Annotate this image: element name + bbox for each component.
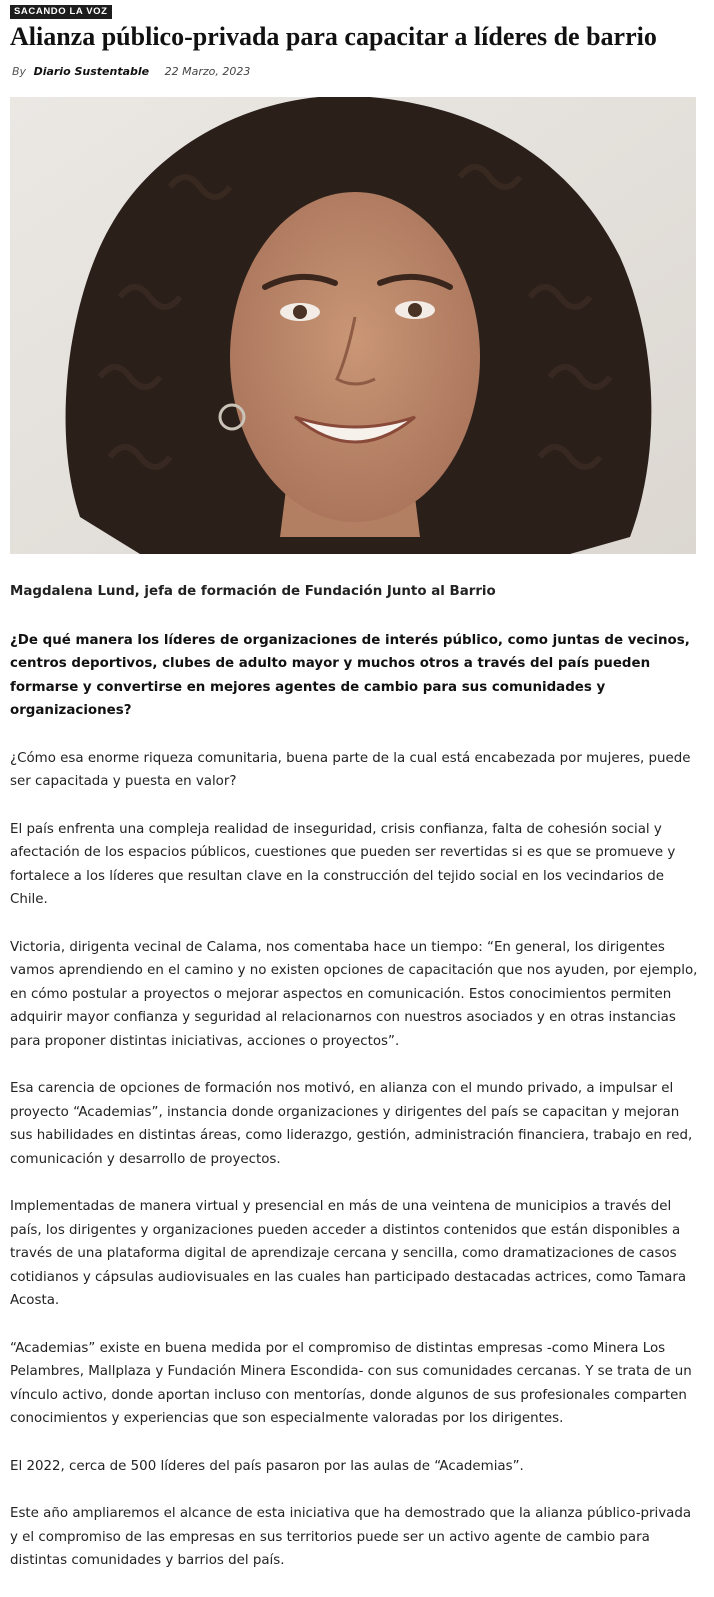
body-paragraph: Este año ampliaremos el alcance de esta iniciativa que ha demostrado que la alianza público-privada y el compromiso de las empresas en sus territorios puede ser un activo agente de cambio para distintas comunidades y barrios del país. (10, 1506, 692, 1568)
article-title: Alianza público-privada para capacitar a líderes de barrio (10, 22, 657, 51)
article-body (10, 580, 700, 1597)
body-paragraph: ¿Cómo esa enorme riqueza comunitaria, buena parte de la cual está encabezada por mujeres, puede ser capacitada y puesta en valor? (10, 750, 691, 789)
image-caption: Magdalena Lund, jefa de formación de Fundación Junto al Barrio (10, 584, 496, 599)
hero-image (10, 97, 696, 554)
byline-by: By (12, 65, 27, 78)
author-link[interactable]: Diario Sustentable (33, 65, 150, 78)
body-paragraph: Esa carencia de opciones de formación nos motivó, en alianza con el mundo privado, a impulsar el proyecto “Academias”, instancia donde organizaciones y dirigentes del país se capacitan y mejoran sus habilidades en distintas áreas, como liderazgo, gestión, administración financiera, trabajo en red, comunicación y desarrollo de proyectos. (10, 1081, 693, 1167)
lead-paragraph: ¿De qué manera los líderes de organizaciones de interés público, como juntas de vecinos, centros deportivos, clubes de adulto mayor y muchos otros a través del país pueden formarse y convertirse en mejores agentes de cambio para sus comunidades y organizaciones? (10, 632, 690, 718)
byline (12, 64, 250, 80)
publish-date: 22 Marzo, 2023 (164, 65, 251, 78)
body-paragraph: El 2022, cerca de 500 líderes del país pasaron por las aulas de “Academias”. (10, 1458, 524, 1474)
body-paragraph: “Academias” existe en buena medida por el compromiso de distintas empresas -como Minera Los Pelambres, Mallplaza y Fundación Minera Escondida- con sus comunidades cercanas. Y se trata de un vínculo activo, donde aportan incluso con mentorías, donde algunos de sus profesionales comparten conocimientos y experiencias que son especialmente valoradas por los dirigentes. (10, 1340, 692, 1426)
body-paragraph: Implementadas de manera virtual y presencial en más de una veintena de municipios a través del país, los dirigentes y organizaciones pueden acceder a distintos contenidos que están disponibles a través de una plataforma digital de aprendizaje cercana y sencilla, como dramatizaciones de casos cotidianos y cápsulas audiovisuales en las cuales han participado destacadas actrices, como Tamara Acosta. (10, 1199, 687, 1308)
body-paragraph: Victoria, dirigenta vecinal de Calama, nos comentaba hace un tiempo: “En general, los dirigentes vamos aprendiendo en el camino y no existen opciones de capacitación que nos ayuden, por ejemplo, en cómo postular a proyectos o mejorar aspectos en comunicación. Estos conocimientos permiten adquirir mayor confianza y seguridad al relacionarnos con nuestros asociados y en otras instancias para proponer distintas iniciativas, acciones o proyectos”. (10, 939, 698, 1049)
category-badge[interactable]: SACANDO LA VOZ (10, 5, 112, 19)
portrait-photo-icon (10, 97, 696, 554)
body-paragraph: El país enfrenta una compleja realidad de inseguridad, crisis confianza, falta de cohesión social y afectación de los espacios públicos, cuestiones que pueden ser revertidas si es que se promueve y fortalece a los líderes que resultan clave en la construcción del tejido social en los vecindarios de Chile. (10, 821, 676, 907)
